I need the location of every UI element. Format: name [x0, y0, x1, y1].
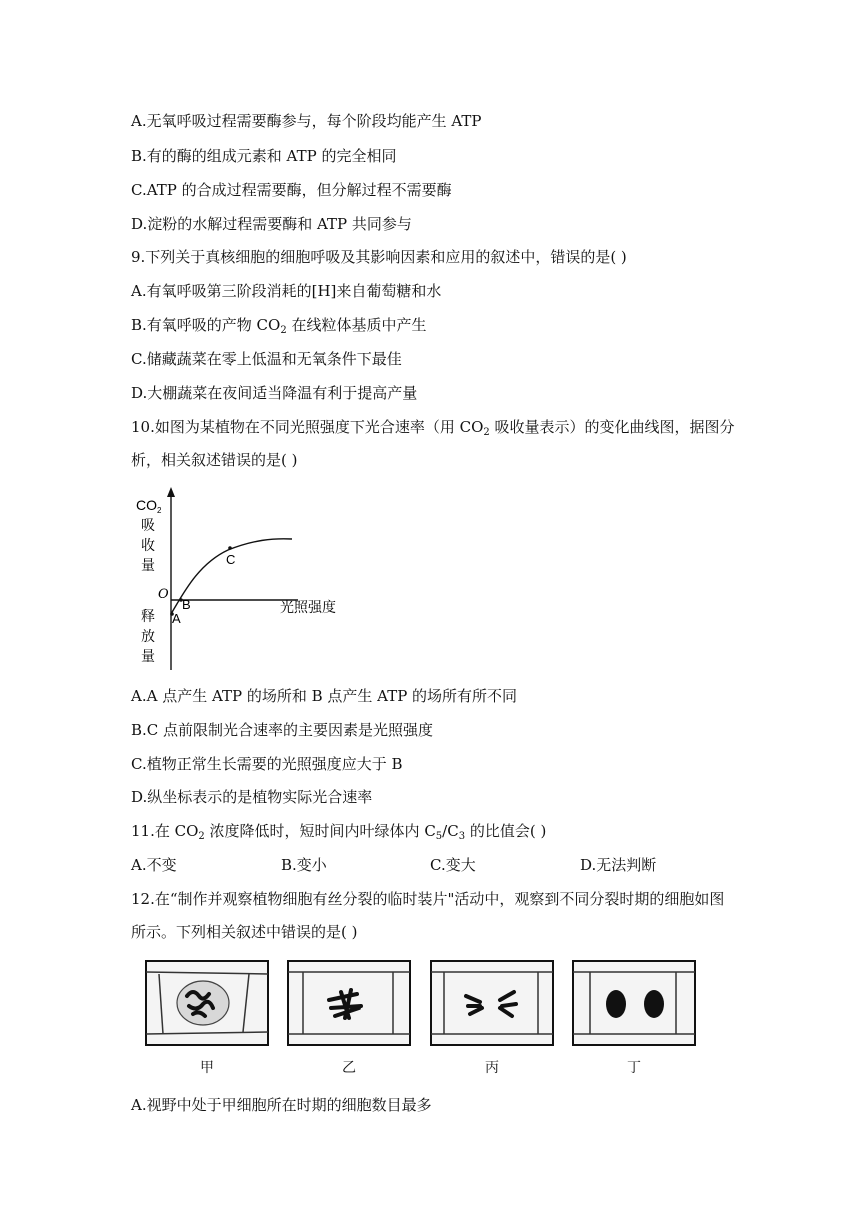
q9-stem: 9.下列关于真核细胞的细胞呼吸及其影响因素和应用的叙述中，错误的是( ) [131, 248, 627, 266]
q8-option-a: A.无氧呼吸过程需要酶参与，每个阶段均能产生 ATP [131, 112, 482, 130]
point-a-label: A [172, 611, 181, 626]
point-b-label: B [182, 597, 191, 612]
y-label-char-2: 收 [141, 538, 155, 554]
cell-yi-image [287, 960, 411, 1046]
cell-label-yi: 乙 [342, 1060, 356, 1076]
q11-option-d: D.无法判断 [580, 856, 657, 874]
q12-option-a: A.视野中处于甲细胞所在时期的细胞数目最多 [131, 1096, 432, 1114]
q8-option-d: D.淀粉的水解过程需要酶和 ATP 共同参与 [131, 215, 412, 233]
q10-option-c: C.植物正常生长需要的光照强度应大于 B [131, 755, 403, 773]
q9-option-a: A.有氧呼吸第三阶段消耗的[H]来自葡萄糖和水 [131, 282, 442, 300]
q10-option-d: D.纵坐标表示的是植物实际光合速率 [131, 788, 373, 806]
q8-option-b: B.有的酶的组成元素和 ATP 的完全相同 [131, 147, 397, 165]
q10-stem-line2: 析，相关叙述错误的是( ) [131, 451, 298, 469]
q11-option-b: B.变小 [281, 856, 327, 874]
cell-label-bing: 丙 [485, 1060, 499, 1076]
y-label-bottom-char-1: 释 [141, 609, 155, 625]
q9-option-d: D.大棚蔬菜在夜间适当降温有利于提高产量 [131, 384, 418, 402]
q11-option-c: C.变大 [430, 856, 476, 874]
q9-option-c: C.储藏蔬菜在零上低温和无氧条件下最佳 [131, 350, 402, 368]
q11-option-a: A.不变 [131, 856, 177, 874]
q10-option-b: B.C 点前限制光合速率的主要因素是光照强度 [131, 721, 434, 739]
cell-jia-image [145, 960, 269, 1046]
q10-stem: 10.如图为某植物在不同光照强度下光合速率（用 $CO_2$ 吸收量表示）的变化曲线图，据图分 [131, 418, 735, 438]
y-label-char-3: 量 [141, 558, 155, 574]
y-label-bottom-char-2: 放 [141, 629, 155, 645]
q12-stem: 12.在“制作并观察植物细胞有丝分裂的临时装片"活动中，观察到不同分裂时期的细胞如图 [131, 890, 725, 908]
cell-label-ding: 丁 [627, 1060, 641, 1076]
origin-label: O [158, 587, 169, 602]
cell-ding-image [572, 960, 696, 1046]
q10-option-a: A.A 点产生 ATP 的场所和 B 点产生 ATP 的场所有所不同 [131, 687, 518, 705]
x-axis-label: 光照强度 [280, 600, 336, 616]
q11-stem: 11.在 $CO_2$ 浓度降低时，短时间内叶绿体内 $C_5/C_3$ 的比值会( ) [131, 822, 547, 842]
photosynthesis-graph [128, 484, 368, 674]
y-label-char-1: 吸 [141, 518, 155, 534]
q8-option-c: C.ATP 的合成过程需要酶，但分解过程不需要酶 [131, 181, 452, 199]
y-label-co2: $CO_2$ [136, 497, 162, 515]
q9-option-b: B.有氧呼吸的产物 $CO_2$ 在线粒体基质中产生 [131, 316, 427, 336]
point-c-label: C [226, 552, 236, 567]
point-c-marker [228, 546, 232, 550]
cell-bing-image [430, 960, 554, 1046]
y-axis-arrow [167, 487, 175, 497]
cell-label-jia: 甲 [200, 1060, 214, 1076]
y-label-bottom-char-3: 量 [141, 649, 155, 665]
q12-stem-line2: 所示。下列相关叙述中错误的是( ) [131, 923, 358, 941]
